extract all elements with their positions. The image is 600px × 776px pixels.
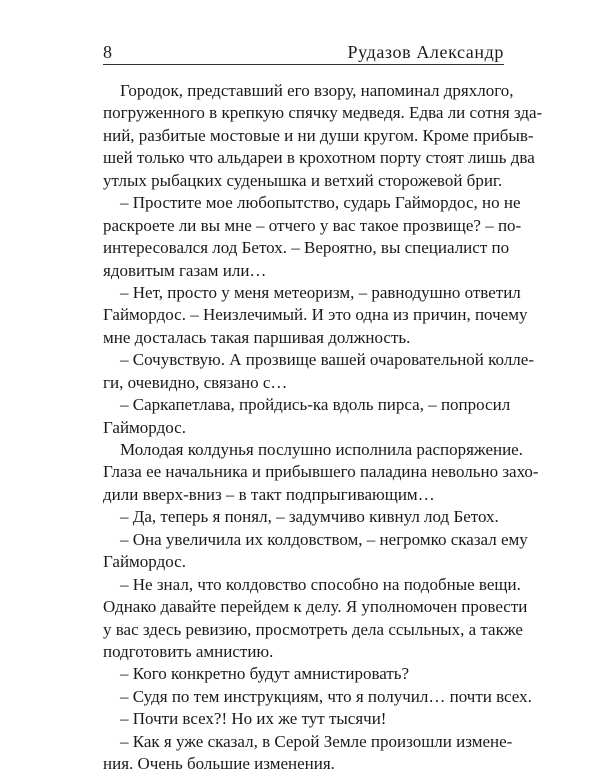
text-line: раскроете ли вы мне – отчего у вас такое прозвище? – по- xyxy=(103,215,522,235)
text-line: Глаза ее начальника и прибывшего паладина невольно захо- xyxy=(103,462,539,482)
text-line: – Как я уже сказал, в Серой Земле произошли измене- xyxy=(120,731,513,751)
page-header xyxy=(103,40,504,64)
text-line: – Саркапетлава, пройдись-ка вдоль пирса, – попросил xyxy=(120,395,511,415)
text-line: ний, разбитые мостовые и ни души кругом. Кроме прибыв- xyxy=(103,125,534,145)
text-line: мне досталась такая паршивая должность. xyxy=(103,327,411,347)
header-rule xyxy=(103,64,504,65)
text-line: ния. Очень большие изменения. xyxy=(103,754,335,774)
text-line: утлых рыбацких суденышка и ветхий сторожевой бриг. xyxy=(103,170,503,190)
body-text xyxy=(103,80,543,776)
text-line: – Сочувствую. А прозвище вашей очаровательной колле- xyxy=(120,350,534,370)
text-line: подготовить амнистию. xyxy=(103,641,274,661)
text-line: Однако давайте перейдем к делу. Я уполномочен провести xyxy=(103,597,528,617)
page-number: 8 xyxy=(103,42,113,62)
text-line: – Простите мое любопытство, сударь Гаймордос, но не xyxy=(120,193,521,213)
text-line: – Она увеличила их колдовством, – негромко сказал ему xyxy=(120,529,528,549)
text-line: ядовитым газам или… xyxy=(103,260,267,280)
running-head-author: Рудазов Александр xyxy=(347,42,504,62)
text-line: ги, очевидно, связано с… xyxy=(103,372,288,392)
text-line: Гаймордос. xyxy=(103,552,186,572)
text-line: погруженного в крепкую спячку медведя. Едва ли сотня зда- xyxy=(103,103,543,123)
text-line: шей только что альдареи в крохотном порту стоят лишь два xyxy=(103,148,535,168)
text-line: интересовался лод Бетох. – Вероятно, вы специалист по xyxy=(103,238,510,258)
text-line: Гаймордос. xyxy=(103,417,186,437)
text-line: – Не знал, что колдовство способно на подобные вещи. xyxy=(120,574,521,594)
text-line: – Судя по тем инструкциям, что я получил… почти всех. xyxy=(120,686,532,706)
text-line: Молодая колдунья послушно исполнила распоряжение. xyxy=(120,440,523,459)
text-line: Городок, представший его взору, напоминал дряхлого, xyxy=(120,81,514,100)
text-line: Гаймордос. – Неизлечимый. И это одна из причин, почему xyxy=(103,305,528,325)
text-line: – Да, теперь я понял, – задумчиво кивнул лод Бетох. xyxy=(120,507,499,527)
text-line: – Почти всех?! Но их же тут тысячи! xyxy=(120,709,387,729)
text-line: дили вверх-вниз – в такт подпрыгивающим… xyxy=(103,484,435,504)
text-line: у вас здесь ревизию, просмотреть дела ссыльных, а также xyxy=(103,619,523,639)
text-line: – Нет, просто у меня метеоризм, – равнодушно ответил xyxy=(120,282,521,302)
text-line: – Кого конкретно будут амнистировать? xyxy=(120,664,410,684)
